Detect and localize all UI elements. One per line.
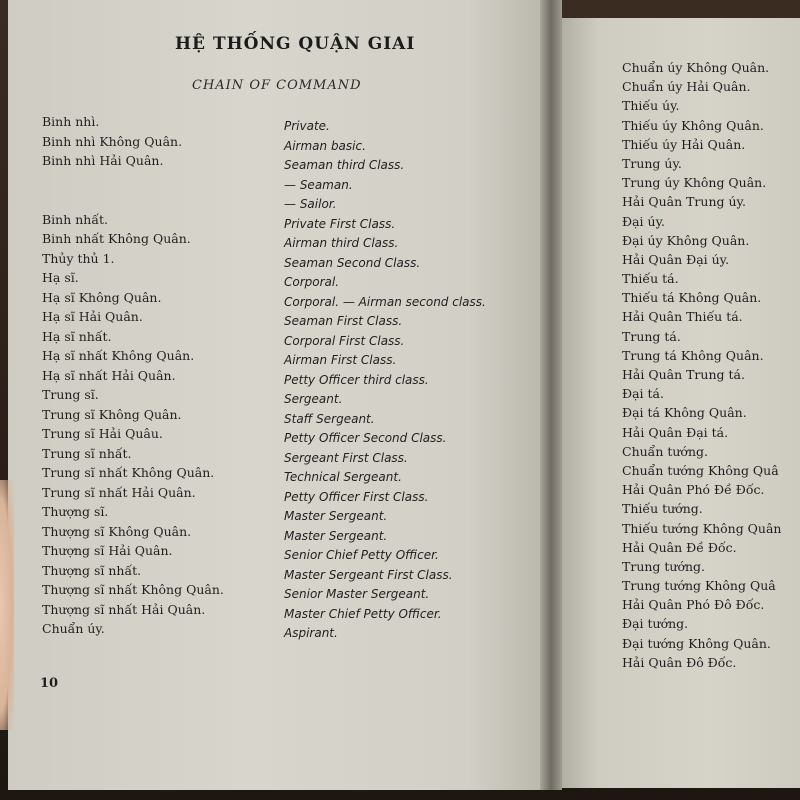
rank-entry: Trung tướng Không Quâ [622,578,776,594]
rank-entry: Trung sĩ Hải Quâu. [42,426,163,441]
rank-entry: Senior Chief Petty Officer. [284,548,439,562]
rank-entry: Chuẩn úy. [42,621,105,636]
rank-entry [42,190,224,210]
rank-entry: Private. [284,119,330,133]
rank-entry: Seaman Second Class. [284,255,421,270]
rank-entry: Seaman third Class. [284,158,405,172]
rank-entry: Thượng sĩ nhất Hải Quân. [42,601,206,617]
rank-entry: Master Sergeant. [284,528,388,543]
book-gutter [540,0,562,790]
rank-entry: Hạ sĩ Hải Quân. [42,309,143,324]
rank-entry: Binh nhất Không Quân. [42,231,191,246]
rank-entry: Chuẩn úy Hải Quân. [622,79,751,95]
rank-entry: Thủy thủ 1. [42,250,115,266]
rank-entry: Thiếu úy Hải Quân. [622,136,746,152]
rank-entry: Thượng sĩ. [42,504,109,519]
rank-entry: Hải Quân Phó Đề Đốc. [622,482,765,498]
rank-entry: Sergeant. [284,392,343,406]
rank-entry: Thiếu úy. [622,98,680,114]
page-title: HỆ THỐNG QUẬN GIAI [175,34,416,54]
rank-entry: — Sailor. [284,197,337,211]
rank-entry: Hải Quân Phó Đô Đốc. [622,597,765,613]
rank-entry: Hạ sĩ. [42,270,79,285]
rank-entry: Trung tướng. [622,558,706,574]
page-subtitle: CHAIN OF COMMAND [192,78,362,93]
rank-entry: Trung tá Không Quân. [622,347,764,363]
rank-entry: Technical Sergeant. [284,470,402,484]
rank-entry: Thiếu úy Không Quân. [622,117,764,133]
rank-entry: Senior Master Sergeant. [284,587,430,601]
rank-entry: Trung úy Không Quân. [622,175,767,191]
rank-entry: Thiếu tướng Không Quân [622,520,782,536]
rank-entry: Master Chief Petty Officer. [284,606,442,621]
rank-entry: Thiếu tá. [622,271,679,287]
rank-entry: Binh nhì. [42,114,100,129]
rank-entry: Petty Officer First Class. [284,489,429,504]
rank-entry: Binh nhất. [42,211,109,227]
rank-entry: Staff Sergeant. [284,411,375,426]
rank-entry: Đại tá Không Quân. [622,405,747,421]
rank-entry: Thiếu tá Không Quân. [622,290,762,306]
rank-entry: Petty Officer third class. [284,372,429,387]
thumb [0,480,14,730]
rank-entry: Thượng sĩ Không Quân. [42,523,192,539]
rank-entry: Thượng sĩ Hải Quân. [42,543,173,558]
page-number: 10 [40,676,59,691]
rank-entry: Corporal First Class. [284,333,405,348]
rank-entry: Thiếu tướng. [622,501,703,517]
rank-entry [42,171,224,191]
rank-entry: Seaman First Class. [284,314,403,328]
rank-entry: Trung sĩ nhất. [42,445,132,461]
rank-entry: Hải Quân Đại úy. [622,251,730,267]
rank-entry: Petty Officer Second Class. [284,431,447,445]
rank-entry: Master Sergeant. [284,509,388,523]
rank-entry: Master Sergeant First Class. [284,567,453,582]
rank-entry: Hạ sĩ nhất. [42,328,112,344]
rank-entry: Hải Quân Trung úy. [622,194,746,210]
rank-entry: Chuẩn tướng. [622,443,708,459]
rank-entry: Đại tá. [622,386,664,402]
rank-entry: Airman third Class. [284,236,399,250]
rank-entry: Chuẩn úy Không Quân. [622,60,770,75]
rank-entry: Hạ sĩ Không Quân. [42,289,162,305]
rank-entry: Hải Quân Đại tá. [622,424,729,440]
rank-entry: Hải Quân Đề Đốc. [622,539,737,555]
rank-entry: Hải Quân Trung tá. [622,367,745,382]
rank-entry: Trung sĩ. [42,387,99,402]
rank-entry: Đại úy. [622,213,665,229]
rank-entry: Thượng sĩ nhất Không Quân. [42,582,224,597]
rank-entry: Chuẩn tướng Không Quâ [622,462,779,478]
rank-entry: Đại úy Không Quân. [622,232,750,248]
rank-entry: Corporal. — Airman second class. [284,294,486,309]
rank-entry: Hạ sĩ nhất Hải Quân. [42,367,176,383]
rank-entry: Corporal. [284,275,340,289]
rank-entry: Airman basic. [284,138,366,153]
rank-entry: Trung sĩ nhất Hải Quân. [42,484,196,500]
rank-entry: Hạ sĩ nhất Không Quân. [42,348,195,363]
rank-entry: Trung tá. [622,328,681,344]
rank-entry: Private First Class. [284,216,396,231]
rank-entry: Trung sĩ nhất Không Quân. [42,465,215,480]
rank-entry: Sergeant First Class. [284,450,408,465]
rank-entry: Binh nhì Không Quân. [42,133,183,149]
rank-entry: Trung sĩ Không Quân. [42,406,182,422]
rank-entry: Thượng sĩ nhất. [42,562,142,578]
rank-entry: Trung úy. [622,155,682,171]
rank-entry: Aspirant. [284,626,338,640]
rank-entry: Hải Quân Đô Đốc. [622,654,737,670]
rank-entry: Đại tướng Không Quân. [622,635,771,651]
vietnamese-ranks-left [42,112,224,639]
rank-entry: Binh nhì Hải Quân. [42,153,164,168]
english-ranks-left [284,117,486,644]
rank-entry: Airman First Class. [284,353,397,367]
vietnamese-ranks-right [622,58,781,672]
rank-entry: Đại tướng. [622,616,689,632]
rank-entry: — Seaman. [284,177,353,192]
rank-entry: Hải Quân Thiếu tá. [622,309,743,325]
